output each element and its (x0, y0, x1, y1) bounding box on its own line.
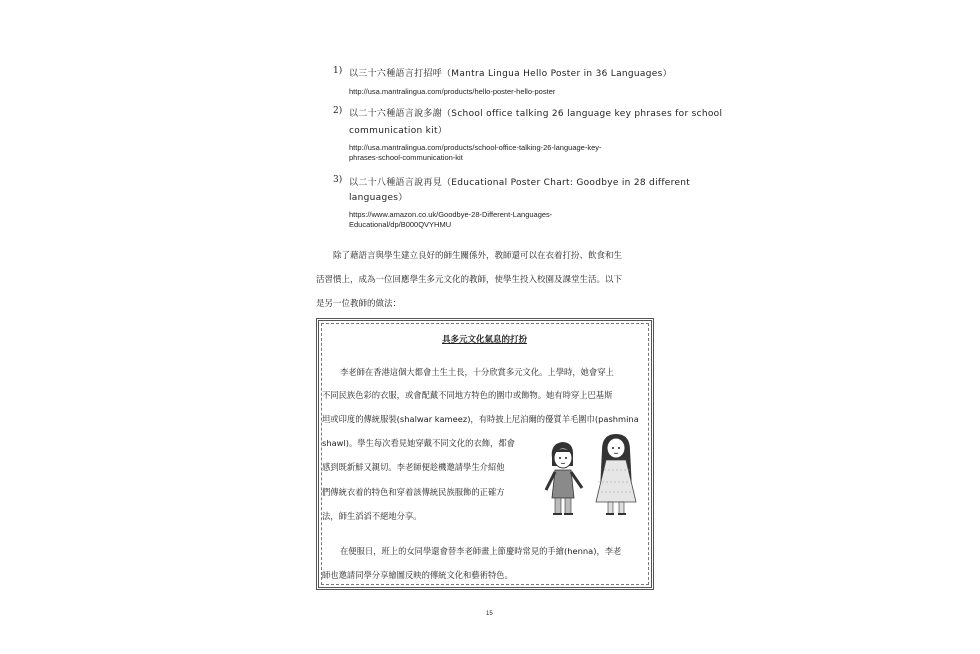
list-url-3b[interactable]: Educational/dp/B000QVYHMU (349, 220, 452, 229)
box-line-4: shawl)。學生每次看見她穿戴不同文化的衣飾，都會 (322, 438, 515, 448)
list-num-3: 3) (333, 175, 343, 185)
paragraph-line-3: 是另一位教師的做法： (316, 299, 402, 309)
list-url-3a[interactable]: https://www.amazon.co.uk/Goodbye-28-Different-Languages- (349, 210, 553, 219)
girl-right-figure (596, 434, 636, 514)
list-title-1: 以三十六種語言打招呼（Mantra Lingua Hello Poster in 36 Languages） (349, 69, 672, 79)
list-url-2a[interactable]: http://usa.mantralingua.com/products/school-office-talking-26-language-key- (349, 143, 602, 152)
box-line-7: 法，師生滔滔不絕地分享。 (322, 511, 422, 521)
page-number: 15 (486, 611, 493, 617)
box-line-5: 感到既新鮮又親切。李老師便趁機邀請學生介紹他 (322, 462, 505, 472)
list-num-2: 2) (333, 106, 343, 116)
paragraph-line-1: 除了藉語言與學生建立良好的師生關係外，教師還可以在衣着打扮、飲食和生 (333, 251, 623, 261)
box-line-6: 們傳統衣着的特色和穿着該傳統民族服飾的正確方 (322, 487, 505, 497)
list-title-3b: languages） (349, 193, 408, 203)
box-line-9: 師也邀請同學分享繪圖反映的傳統文化和藝術特色。 (322, 570, 513, 580)
box-title: 具多元文化氣息的打扮 (442, 335, 528, 345)
list-title-2b: communication kit） (349, 126, 448, 136)
list-url-2b[interactable]: phrases-school-communication-kit (349, 153, 463, 162)
box-line-2: 不同民族色彩的衣服，或會配戴不同地方特色的圍巾或飾物。她有時穿上巴基斯 (322, 390, 613, 400)
box-line-1: 李老師在香港這個大都會土生土長，十分欣賞多元文化。上學時，她會穿上 (340, 367, 614, 377)
list-url-1[interactable]: http://usa.mantralingua.com/products/hello-poster-hello-poster (349, 87, 556, 96)
box-line-8: 在便服日，班上的女同學還會替李老師畫上節慶時常見的手繪(henna)，李老 (340, 546, 622, 556)
list-title-2a: 以二十六種語言說多謝（School office talking 26 language key phrases for school (349, 109, 723, 119)
list-num-1: 1) (333, 66, 343, 76)
girls-illustration (540, 430, 645, 525)
box-line-3: 坦或印度的傳統服裝(shalwar kameez)，有時披上尼泊爾的優質羊毛圍巾(pashmina (322, 414, 639, 424)
girl-left-figure (546, 442, 582, 514)
list-title-3a: 以二十八種語言說再見（Educational Poster Chart: Goodbye in 28 different (349, 178, 691, 188)
paragraph-line-2: 活習慣上，成為一位回應學生多元文化的教師，使學生投入校園及課堂生活。以下 (316, 275, 623, 285)
